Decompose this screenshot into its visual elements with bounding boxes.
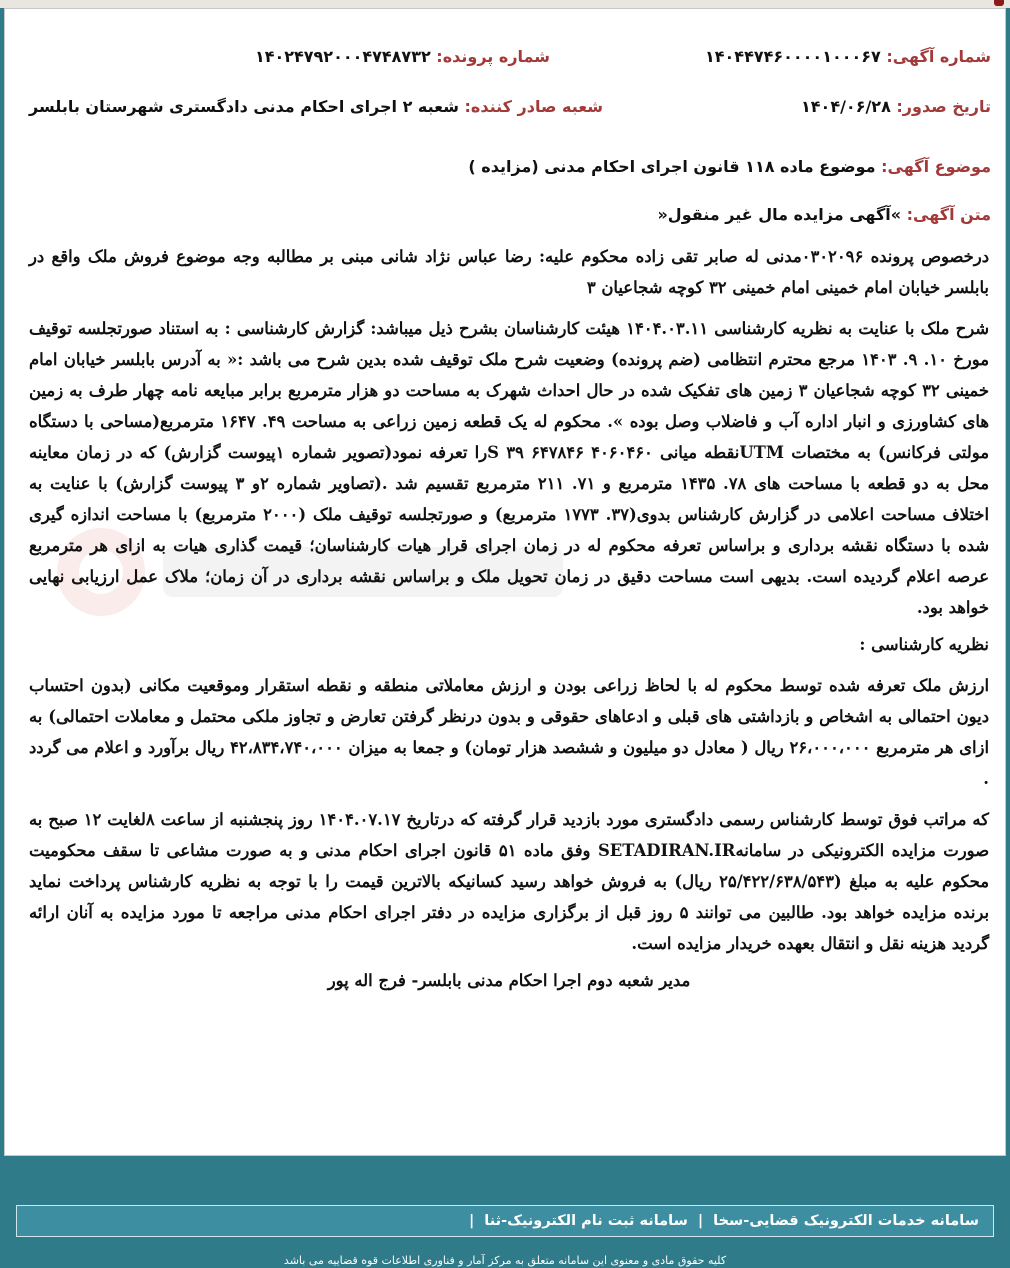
footer-bar <box>16 1205 994 1237</box>
issue-date-label: تاریخ صدور: <box>896 97 991 116</box>
opinion-heading: نظریه کارشناسی : <box>859 635 989 654</box>
issue-date-row <box>801 97 991 116</box>
subject-label: موضوع آگهی: <box>881 157 991 176</box>
notice-number-row <box>705 47 991 66</box>
sana-link[interactable]: سامانه ثبت نام الکترونیک-ثنا <box>484 1213 688 1229</box>
case-number-label: شماره پرونده: <box>436 47 550 66</box>
notice-paper <box>4 8 1006 1156</box>
footer-separator-end: | <box>468 1213 475 1229</box>
case-number-row <box>255 47 550 66</box>
notice-number-label: شماره آگهی: <box>886 47 991 66</box>
text-title-row <box>657 205 991 224</box>
window-corner-icon <box>994 0 1004 6</box>
copyright-text: کلیه حقوق مادی و معنوی این سامانه متعلق به مرکز آمار و فناوری اطلاعات قوه قضاییه می باشد <box>283 1254 727 1267</box>
paragraph-auction: که مراتب فوق توسط کارشناس رسمی دادگستری مورد بازدید قرار گرفته که درتاریخ ۱۴۰۴.۰۷.۱۷ روز پنجشنبه از ساعت ۸لغایت ۱۲ صبح به صورت مزایده الکترونیکی در سامانهSETADIRAN.IR وفق ماده ۵۱ قانون اجرای احکام مدنی و به صورت مشاعی تا سقف محکومیت محکوم علیه به مبلغ (۲۵/۴۲۲/۶۳۸/۵۴۳ ریال) به فروش خواهد رسید کسانیکه بالاترین قیمت را با توجه به نظریه کارشناس پرداخت نماید برنده مزایده خواهد بود. طالبین می توانند ۵ روز قبل از برگزاری مزایده در دفتر اجرای احکام مدنی مراجعه تا مورد مزایده به آنان ارائه گردید هزینه نقل و انتقال بعهده خریدار مزایده است. <box>29 810 990 953</box>
paragraph-case: درخصوص پرونده ۰۳۰۲۰۹۶مدنی له صابر تقی زاده محکوم علیه: رضا عباس نژاد شانی مبنی بر مطالبه وجه موضوع فروش ملک واقع در بابلسر خیابان امام خمینی امام خمینی ۳۲ کوچه شجاعیان ۳ <box>29 247 989 297</box>
text-title: »آگهی مزایده مال غیر منقول« <box>657 205 902 224</box>
issuer-label: شعبه صادر کننده: <box>464 97 603 116</box>
signature: مدیر شعبه دوم اجرا احکام مدنی بابلسر- فرج اله پور <box>327 971 691 990</box>
paragraph-property: شرح ملک با عنایت به نظریه کارشناسی ۱۴۰۴.۰۳.۱۱ هیئت کارشناسان بشرح ذیل میباشد: گزارش کارشناسی : به استناد صورتجلسه توقیف مورخ ۱۰. ۹. ۱۴۰۳ مرجع محترم انتظامی (ضم پرونده) وضعیت شرح ملک توقیف شده بدین شرح می باشد :« به آدرس بابلسر خیابان امام خمینی ۳۲ کوچه شجاعیان ۳ زمین های تفکیک شده در حال احداث شهرک به مساحت دو هزار مترمربع برابر مبایعه نامه چهار طرف به زمین های کشاورزی و انبار اداره آب و فاضلاب وصل بوده ». محکوم له یک قطعه زمین زراعی به مساحت ۴۹. ۱۶۴۷ مترمربع(مساحی با دستگاه مولتی فرکانس) به مختصات UTMنقطه میانی ۴۰۶۰۴۶۰ ۶۴۷۸۴۶ ۳۹ Sرا تعرفه نمود(تصویر شماره ۱پیوست گزارش) که در زمان معاینه محل به دو قطعه با مساحت های ۷۸. ۱۴۳۵ مترمربع و ۷۱. ۲۱۱ مترمربع تقسیم شد .(تصاویر شماره ۲و ۳ پیوست گزارش) با عنایت به اختلاف مساحت اعلامی در گزارش کارشناس بدوی(۳۷. ۱۷۷۳ مترمربع) و صورتجلسه توقیف ملک (۲۰۰۰ مترمربع) با مساحت اندازه گیری شده با دستگاه نقشه برداری و براساس تعرفه محکوم له در زمان اجرای قرار هیات کارشناسان؛ قیمت گذاری هیات به ازای هر مترمربع عرصه اعلام گردیده است. بدیهی است مساحت دقیق در زمان تحویل ملک و براساس نقشه برداری در آن زمان؛ ملاک عمل ارزیابی نهایی خواهد بود. <box>29 319 990 617</box>
text-label: متن آگهی: <box>906 205 991 224</box>
case-number: ۱۴۰۲۴۷۹۲۰۰۰۴۷۴۸۷۳۲ <box>254 47 431 66</box>
top-strip <box>0 0 1010 8</box>
issuer-row <box>29 97 603 116</box>
footer-separator: | <box>697 1213 704 1229</box>
paragraph-valuation: ارزش ملک تعرفه شده توسط محکوم له با لحاظ زراعی بودن و ارزش معاملاتی منطقه و نقطه استقرار وموقعیت مکانی (بدون احتساب دیون احتمالی به اشخاص و بازداشتی های قبلی و ادعاهای حقوقی و بدون درنظر گرفتن تعارض و تجاوز ملکی محتمل و معاملات احتمالی) به ازای هر مترمربع ۲۶،۰۰۰،۰۰۰ ریال ( معادل دو میلیون و ششصد هزار تومان) و جمعا به میزان ۴۲،۸۳۴،۷۴۰،۰۰۰ ریال برآورد و اعلام می گردد . <box>29 676 989 788</box>
issuer: شعبه ۲ اجرای احکام مدنی دادگستری شهرستان بابلسر <box>29 97 459 116</box>
sakha-link[interactable]: سامانه خدمات الکترونیک قضایی-سخا <box>713 1213 979 1229</box>
subject-row <box>468 157 991 176</box>
subject: موضوع ماده ۱۱۸ قانون اجرای احکام مدنی (مزایده ) <box>468 157 876 176</box>
notice-number: ۱۴۰۴۴۷۴۶۰۰۰۰۱۰۰۰۶۷ <box>705 47 881 66</box>
notice-body <box>29 241 989 996</box>
issue-date: ۱۴۰۴/۰۶/۲۸ <box>801 97 891 116</box>
